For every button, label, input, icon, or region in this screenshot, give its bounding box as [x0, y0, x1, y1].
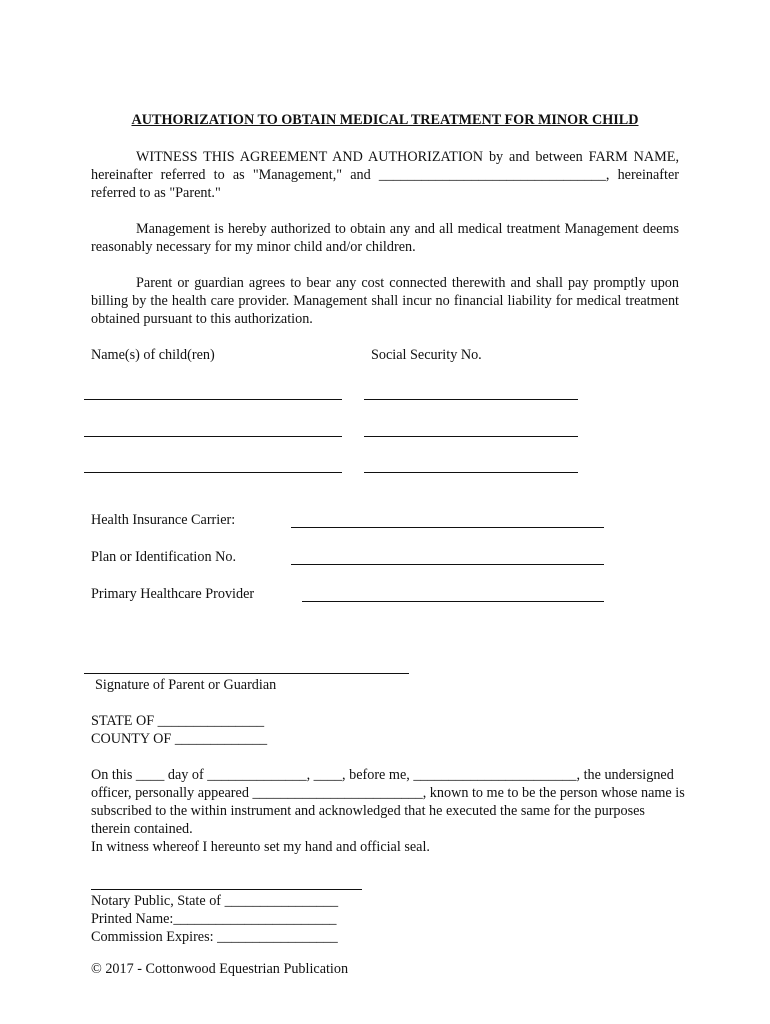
ssn-label: Social Security No. — [371, 347, 482, 363]
authorization-paragraph: Management is hereby authorized to obtain any and all medical treatment Management deems reasonably necessary for my minor child and/or children. — [91, 221, 679, 255]
child-name-line[interactable] — [84, 436, 342, 437]
printed-name-line: Printed Name:_______________________ — [91, 911, 337, 927]
witness-line: In witness whereof I hereunto set my hand and official seal. — [91, 839, 430, 855]
plan-id-line[interactable] — [291, 564, 604, 565]
child-name-line[interactable] — [84, 399, 342, 400]
document-title: AUTHORIZATION TO OBTAIN MEDICAL TREATMENT FOR MINOR CHILD — [131, 112, 639, 128]
state-line: STATE OF _______________ — [91, 713, 265, 729]
notary-paragraph: On this ____ day of ______________, ____, before me, _______________________, the undersigned officer, personally appeared ________________________, known to me to be the person whose name is subscribed to the within instrument and acknowledged that he executed the same for the purposes therein contained. — [91, 767, 685, 837]
county-line: COUNTY OF _____________ — [91, 731, 268, 747]
child-name-line[interactable] — [84, 472, 342, 473]
signature-label: Signature of Parent or Guardian — [95, 677, 277, 693]
agreement-paragraph: WITNESS THIS AGREEMENT AND AUTHORIZATION by and between FARM NAME, hereinafter referred to as "Management," and ________________________________, hereinafter referred to as "Parent." — [91, 149, 679, 201]
ssn-line[interactable] — [364, 436, 578, 437]
notary-public-line: Notary Public, State of ________________ — [91, 893, 339, 909]
healthcare-provider-label: Primary Healthcare Provider — [91, 586, 255, 602]
commission-expires-line: Commission Expires: _________________ — [91, 929, 338, 945]
signature-line[interactable] — [84, 673, 409, 674]
healthcare-provider-line[interactable] — [302, 601, 604, 602]
insurance-carrier-line[interactable] — [291, 527, 604, 528]
children-label: Name(s) of child(ren) — [91, 347, 215, 363]
plan-id-label: Plan or Identification No. — [91, 549, 236, 565]
liability-paragraph: Parent or guardian agrees to bear any cost connected therewith and shall pay promptly upon billing by the health care provider. Management shall incur no financial liability for medical treatment obtained pursuant to this authorization. — [91, 275, 679, 327]
copyright-notice: © 2017 - Cottonwood Equestrian Publication — [91, 961, 349, 977]
notary-signature-line[interactable] — [91, 889, 362, 890]
insurance-carrier-label: Health Insurance Carrier: — [91, 512, 236, 528]
ssn-line[interactable] — [364, 472, 578, 473]
ssn-line[interactable] — [364, 399, 578, 400]
